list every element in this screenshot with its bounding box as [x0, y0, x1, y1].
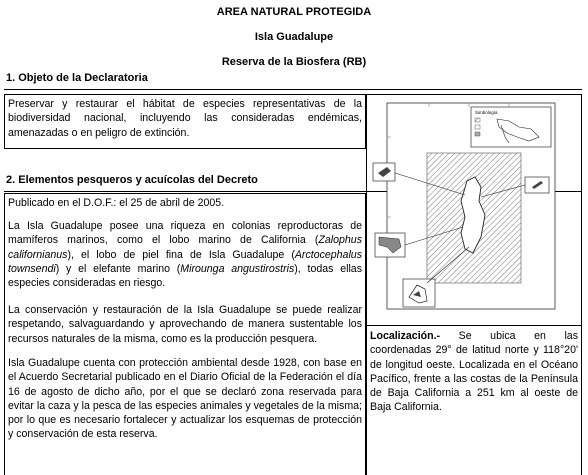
species-name: Zalophus californianus [8, 234, 362, 261]
location-label: Localización.- [370, 330, 441, 342]
paragraph-marine-mammals [8, 219, 362, 290]
page-title: AREA NATURAL PROTEGIDA [216, 6, 372, 18]
p1-text: La Isla Guadalupe posee una riqueza en colonias reproductoras de mamíferos marinos, como el lobo marino de California ( [8, 220, 362, 247]
section-1-heading: 1. Objeto de la Declaratoria [6, 72, 148, 84]
location-text [370, 329, 578, 415]
objective-box [4, 94, 366, 149]
p1-text: ), todas ellas especies consideradas en riesgo. [8, 262, 362, 290]
inset-bottom [403, 279, 435, 307]
publication-date: Publicado en el D.O.F.: el 25 de abril de 2005. [8, 197, 225, 209]
area-name: Isla Guadalupe [254, 31, 334, 43]
inset-top-left [373, 163, 395, 181]
location-map-box [366, 94, 582, 326]
p1-text: ), el lobo de piel fina de Isla Guadalupe ( [67, 248, 295, 261]
location-map [369, 97, 579, 323]
paragraph-protection-history: Isla Guadalupe cuenta con protección ambiental desde 1928, con base en el Acuerdo Secretarial publicado en el Diario Oficial de la Federación el día 16 de agosto de dicho año, por el que se declaró zona reservada para evitar la caza y la pesca de las especies animales y vegetales de la misma; por lo que es necesario fortalecer y actualizar los esquemas de protección y conservación de esta reserva. [8, 357, 362, 441]
species-name: Arctocephalus townsendi [8, 248, 362, 275]
paragraph-conservation: La conservación y restauración de la Isla Guadalupe se puede realizar respetando, salvaguardando y aprovechando de manera sustentable los recursos naturales de la misma, como es la producción pesquera. [8, 304, 362, 345]
inset-right [525, 177, 549, 193]
decree-box [4, 193, 366, 475]
objective-text: Preservar y restaurar el hábitat de especies representativas de la biodiversidad nacional, incluyendo las consideradas endémicas, amenazadas o en peligro de extinción. [8, 98, 362, 139]
location-description: Se ubica en las coordenadas 29° de latitud norte y 118°20' de longitud oeste. Localizada en el Océano Pacífico, frente a las costas de la Península de Baja California a 251 km al oeste de Baja California. [370, 330, 578, 414]
divider [4, 89, 582, 90]
area-category: Reserva de la Biosfera (RB) [221, 56, 367, 68]
p1-text: ) y el elefante marino ( [55, 262, 181, 275]
legend-title: Simbología [475, 110, 498, 115]
section-2-heading: 2. Elementos pesqueros y acuícolas del Decreto [6, 174, 258, 186]
inset-left-mid [375, 233, 405, 257]
location-box [366, 326, 582, 475]
species-name: Mirounga angustirostris [180, 262, 295, 275]
